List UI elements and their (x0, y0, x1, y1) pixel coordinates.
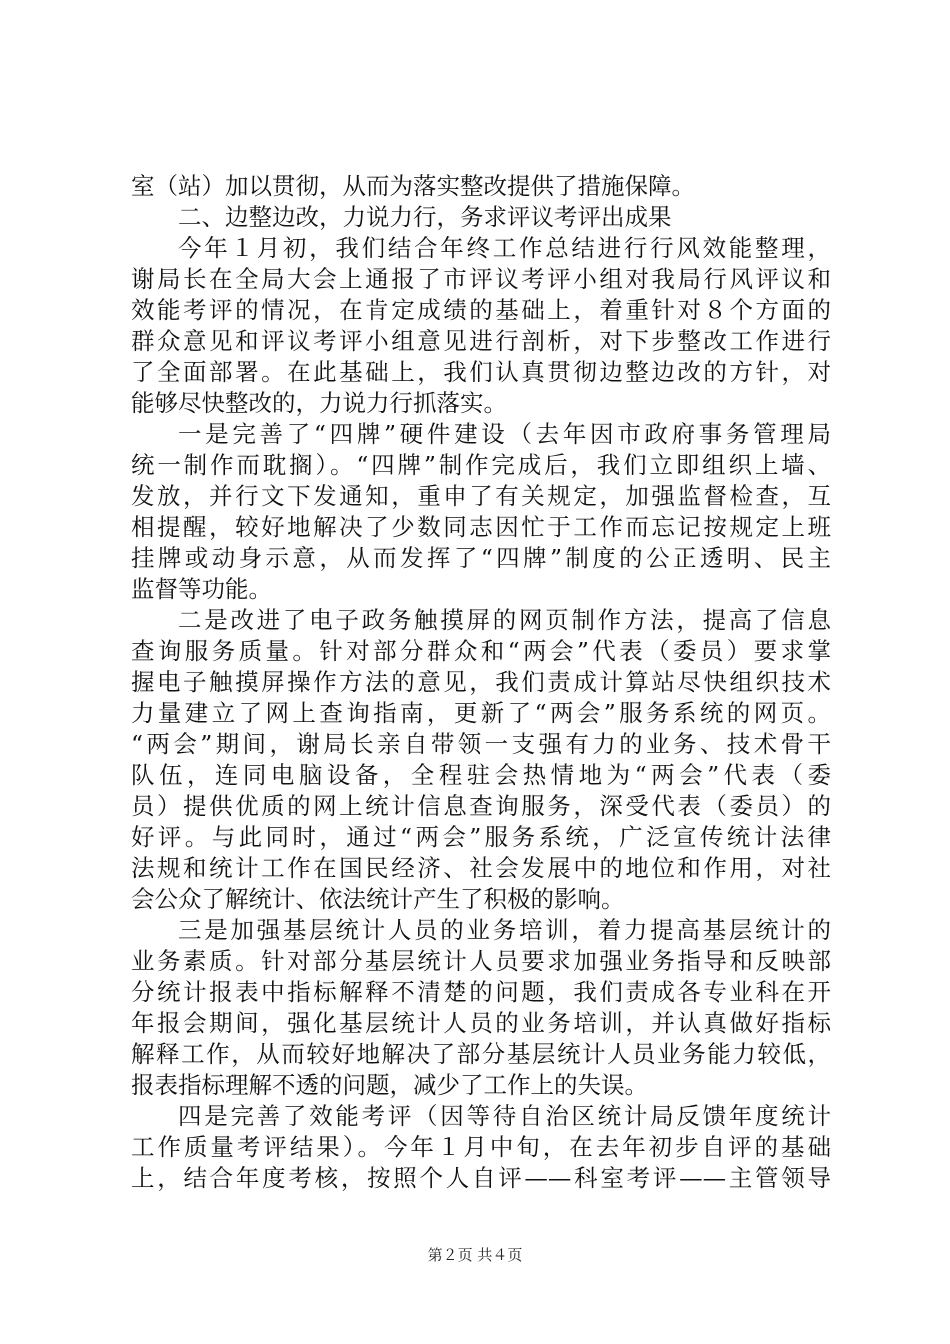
text-line: 好评。与此同时，通过“两会”服务系统，广泛宣传统计法律 (131, 823, 831, 851)
text-line: 监督等功能。 (131, 575, 272, 603)
document-body (131, 171, 831, 1194)
text-line: 员）提供优质的网上统计信息查询服务，深受代表（委员）的 (131, 792, 831, 820)
text-line: “两会”期间，谢局长亲自带领一支强有力的业务、技术骨干 (131, 730, 831, 758)
page-footer (0, 1245, 950, 1265)
text-line: 会公众了解统计、依法统计产生了积极的影响。 (131, 885, 625, 913)
text-line: 二是改进了电子政务触摸屏的网页制作方法，提高了信息 (178, 606, 831, 634)
text-line: 队伍，连同电脑设备，全程驻会热情地为“两会”代表（委 (131, 761, 831, 789)
text-line: 一是完善了“四牌”硬件建设（去年因市政府事务管理局 (178, 420, 831, 448)
text-line: 统一制作而耽搁）。“四牌”制作完成后，我们立即组织上墙、 (131, 451, 831, 479)
text-line: 效能考评的情况，在肯定成绩的基础上，着重针对８个方面的 (131, 296, 831, 324)
text-line: 谢局长在全局大会上通报了市评议考评小组对我局行风评议和 (131, 265, 831, 293)
text-line: 群众意见和评议考评小组意见进行剖析，对下步整改工作进行 (131, 327, 831, 355)
page-number: 第２页 共４页 (427, 1246, 523, 1264)
text-line: 业务素质。针对部分基层统计人员要求加强业务指导和反映部 (131, 947, 831, 975)
text-line: 查询服务质量。针对部分群众和“两会”代表（委员）要求掌 (131, 637, 831, 665)
text-line: 报表指标理解不透的问题，减少了工作上的失误。 (131, 1071, 648, 1099)
text-line: 年报会期间，强化基层统计人员的业务培训，并认真做好指标 (131, 1009, 831, 1037)
text-line: 握电子触摸屏操作方法的意见，我们责成计算站尽快组织技术 (131, 668, 831, 696)
text-line: 了全面部署。在此基础上，我们认真贯彻边整边改的方针，对 (131, 358, 831, 386)
text-line: 三是加强基层统计人员的业务培训，着力提高基层统计的 (178, 916, 831, 944)
text-line: 法规和统计工作在国民经济、社会发展中的地位和作用，对社 (131, 854, 831, 882)
text-line: 发放，并行文下发通知，重申了有关规定，加强监督检查，互 (131, 482, 831, 510)
text-line: 相提醒，较好地解决了少数同志因忙于工作而忘记按规定上班 (131, 513, 831, 541)
text-line: 分统计报表中指标解释不清楚的问题，我们责成各专业科在开 (131, 978, 831, 1006)
text-line: 室（站）加以贯彻，从而为落实整改提供了措施保障。 (131, 172, 695, 200)
text-line: 挂牌或动身示意，从而发挥了“四牌”制度的公正透明、民主 (131, 544, 831, 572)
text-line: 力量建立了网上查询指南，更新了“两会”服务系统的网页。 (131, 699, 831, 727)
text-line: 解释工作，从而较好地解决了部分基层统计人员业务能力较低， (131, 1040, 831, 1068)
section-heading: 二、边整边改，力说力行，务求评议考评出成果 (178, 203, 672, 231)
text-line: 四是完善了效能考评（因等待自治区统计局反馈年度统计 (178, 1102, 831, 1130)
text-line: 能够尽快整改的，力说力行抓落实。 (131, 389, 507, 417)
text-line: 上，结合年度考核，按照个人自评——科室考评——主管领导 (131, 1164, 831, 1192)
text-line: 工作质量考评结果）。今年１月中旬，在去年初步自评的基础 (131, 1133, 831, 1161)
text-line: 今年１月初，我们结合年终工作总结进行行风效能整理， (178, 234, 831, 262)
